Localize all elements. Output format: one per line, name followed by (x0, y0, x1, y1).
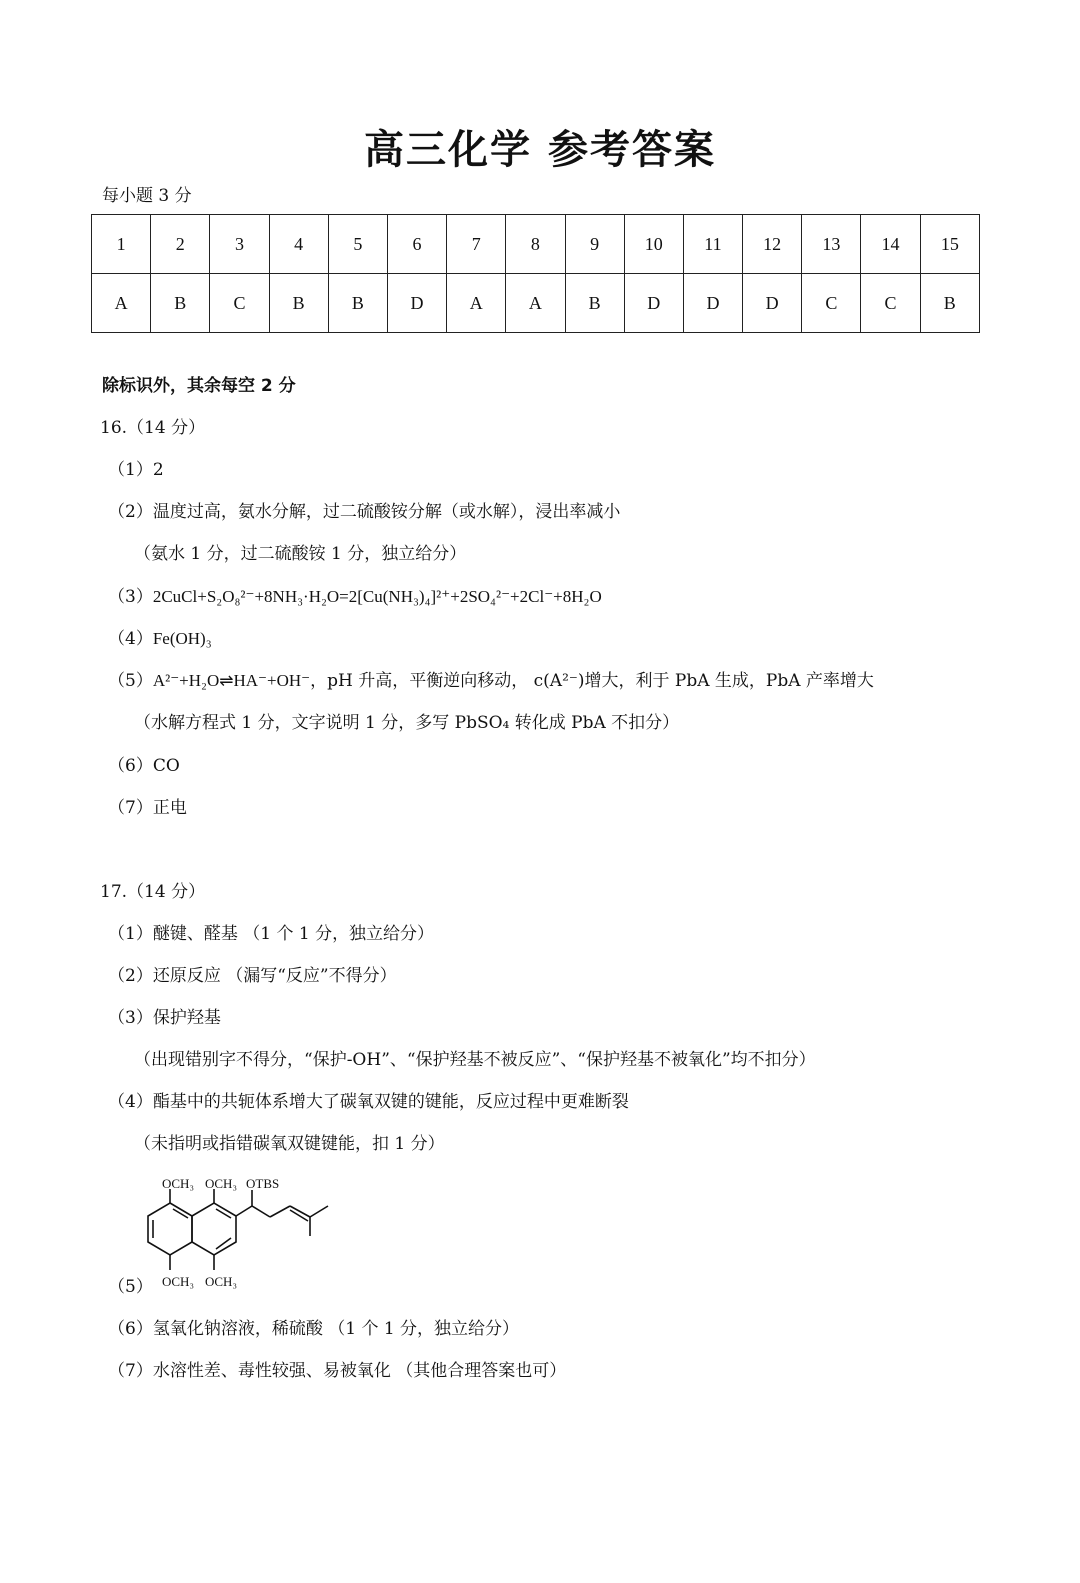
answer-cell: D (624, 274, 683, 333)
q16-answer-5 (108, 670, 874, 692)
question-number-cell: 14 (861, 215, 920, 274)
q16-answer-3-equation: 2CuCl+S₂O₈²⁻+8NH₃·H₂O=2[Cu(NH₃)₄]²⁺+2SO₄²⁻+2Cl⁻+8H₂O (152, 587, 602, 606)
q16-answer-2: （2）温度过高，氨水分解，过二硫酸铵分解（或水解），浸出率减小 (108, 502, 621, 522)
question-number-cell: 1 (92, 215, 151, 274)
answer-cell: C (861, 274, 920, 333)
answer-cell: D (683, 274, 742, 333)
q17-answer-6: （6）氢氧化钠溶液，稀硫酸 （1 个 1 分，独立给分） (108, 1319, 520, 1339)
answer-cell: A (92, 274, 151, 333)
answer-cell: B (920, 274, 979, 333)
question-number-cell: 7 (447, 215, 506, 274)
question-number-cell: 9 (565, 215, 624, 274)
q17-answer-1: （1）醚键、醛基 （1 个 1 分，独立给分） (108, 924, 435, 944)
question-number-cell: 13 (802, 215, 861, 274)
question-number-cell: 15 (920, 215, 979, 274)
q16-answer-3 (108, 586, 602, 608)
question-number-cell: 5 (328, 215, 387, 274)
q16-answer-1: （1）2 (108, 460, 164, 480)
q16-answer-4 (108, 628, 212, 650)
question-number-cell: 8 (506, 215, 565, 274)
scoring-note: 除标识外，其余每空 2 分 (102, 376, 296, 396)
answer-cell: B (328, 274, 387, 333)
answer-cell: D (387, 274, 446, 333)
question-number-cell: 6 (387, 215, 446, 274)
question-number-row (92, 215, 980, 274)
answer-cell: A (506, 274, 565, 333)
question-number-cell: 4 (269, 215, 328, 274)
q16-answer-3-prefix: （3） (108, 587, 153, 607)
structure-label-top-left: OCH₃ (162, 1176, 194, 1191)
q17-answer-2: （2）还原反应 （漏写“反应”不得分） (108, 966, 397, 986)
structure-label-bottom-right: OCH₃ (205, 1274, 237, 1289)
q17-answer-3-note: （出现错别字不得分，“保护-OH”、“保护羟基不被反应”、“保护羟基不被氧化”均不扣分） (134, 1050, 816, 1070)
q17-header: 17.（14 分） (100, 882, 206, 902)
answer-cell: C (210, 274, 269, 333)
answer-table (91, 214, 980, 333)
q16-answer-4-formula: Fe(OH)₃ (152, 629, 212, 648)
answer-cell: C (802, 274, 861, 333)
question-number-cell: 11 (683, 215, 742, 274)
q16-answer-4-prefix: （4） (108, 629, 153, 649)
answer-row (92, 274, 980, 333)
structure-label-bottom-left: OCH₃ (162, 1274, 194, 1289)
chemical-structure (140, 1172, 340, 1297)
q16-answer-5-note: （水解方程式 1 分，文字说明 1 分，多写 PbSO₄ 转化成 PbA 不扣分） (134, 713, 680, 733)
q17-answer-5-label: （5） (108, 1277, 153, 1297)
q17-answer-7: （7）水溶性差、毒性较强、易被氧化 （其他合理答案也可） (108, 1361, 567, 1381)
structure-label-top-mid: OCH₃ (205, 1176, 237, 1191)
answer-cell: D (743, 274, 802, 333)
per-question-note: 每小题 3 分 (102, 186, 192, 206)
q16-answer-5-explanation: ，pH 升高，平衡逆向移动， c(A²⁻)增大，利于 PbA 生成，PbA 产率增大 (310, 671, 874, 691)
q16-header: 16.（14 分） (100, 418, 206, 438)
question-number-cell: 3 (210, 215, 269, 274)
question-number-cell: 2 (151, 215, 210, 274)
answer-cell: A (447, 274, 506, 333)
question-number-cell: 12 (743, 215, 802, 274)
q16-answer-2-note: （氨水 1 分，过二硫酸铵 1 分，独立给分） (134, 544, 467, 564)
page-title: 高三化学 参考答案 (364, 127, 716, 173)
answer-cell: B (565, 274, 624, 333)
q16-answer-6: （6）CO (108, 756, 180, 776)
question-number-cell: 10 (624, 215, 683, 274)
q17-answer-3: （3）保护羟基 (108, 1008, 221, 1028)
q17-answer-4-note: （未指明或指错碳氧双键键能，扣 1 分） (134, 1134, 445, 1154)
naphthalene-structure-icon (140, 1172, 340, 1297)
q16-answer-5-equation: A²⁻+H₂O⇌HA⁻+OH⁻ (152, 671, 311, 690)
answer-cell: B (269, 274, 328, 333)
structure-label-top-right: OTBS (246, 1176, 280, 1191)
q16-answer-7: （7）正电 (108, 798, 187, 818)
answer-cell: B (151, 274, 210, 333)
q16-answer-5-prefix: （5） (108, 671, 153, 691)
q17-answer-4: （4）酯基中的共轭体系增大了碳氧双键的键能，反应过程中更难断裂 (108, 1092, 629, 1112)
